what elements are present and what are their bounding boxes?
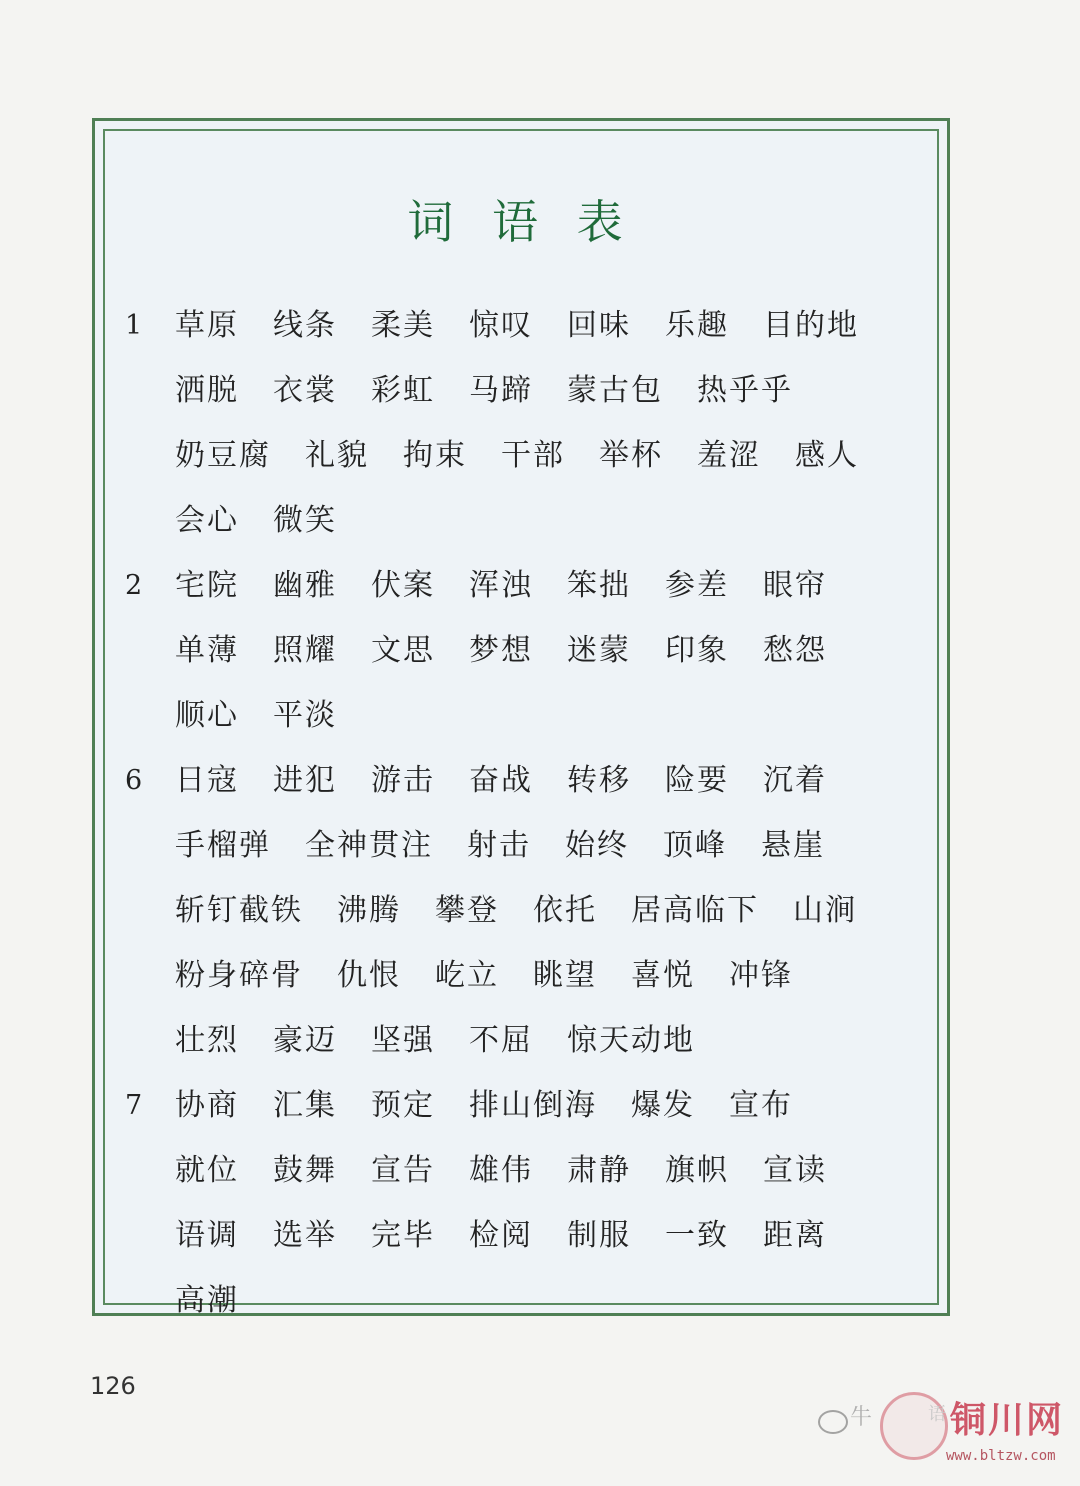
- vocab-word: 高潮: [175, 1283, 239, 1318]
- watermark: [818, 1392, 1070, 1472]
- page-number: 126: [90, 1372, 136, 1400]
- vocab-word: 爆发: [631, 1088, 695, 1123]
- vocab-word: 平淡: [273, 698, 337, 733]
- vocab-word: 乐趣: [665, 308, 729, 343]
- vocab-word: 彩虹: [371, 373, 435, 408]
- vocab-word: 肃静: [567, 1153, 631, 1188]
- vocab-word: 宣告: [371, 1153, 435, 1188]
- chat-bubble-icon: [818, 1410, 848, 1434]
- vocab-word: 会心: [175, 503, 239, 538]
- word-list: [175, 293, 915, 553]
- vocab-word: 沉着: [763, 763, 827, 798]
- vocab-word: 协商: [175, 1088, 239, 1123]
- vocab-word: 顺心: [175, 698, 239, 733]
- vocab-word: 日寇: [175, 763, 239, 798]
- word-list: [175, 748, 915, 1073]
- vocab-word: 宅院: [175, 568, 239, 603]
- vocab-word: 顶峰: [663, 828, 727, 863]
- vocab-word: 坚强: [371, 1023, 435, 1058]
- vocab-word: 制服: [567, 1218, 631, 1253]
- vocab-word: 文思: [371, 633, 435, 668]
- vocab-word: 一致: [665, 1218, 729, 1253]
- vocab-word: 蒙古包: [567, 373, 663, 408]
- unit-7: [123, 1073, 923, 1333]
- vocab-word: 衣裳: [273, 373, 337, 408]
- page-title: 词 语 表: [407, 195, 635, 249]
- vocab-word: 眺望: [533, 958, 597, 993]
- vocab-word: 完毕: [371, 1218, 435, 1253]
- vocab-word: 洒脱: [175, 373, 239, 408]
- vocab-word: 喜悦: [631, 958, 695, 993]
- vocab-word: 羞涩: [697, 438, 761, 473]
- vocab-word: 旗帜: [665, 1153, 729, 1188]
- vocab-word: 草原: [175, 308, 239, 343]
- vocab-word: 射击: [467, 828, 531, 863]
- vocab-word: 就位: [175, 1153, 239, 1188]
- vocab-word: 预定: [371, 1088, 435, 1123]
- vocab-word: 豪迈: [273, 1023, 337, 1058]
- vocab-word: 全神贯注: [305, 828, 433, 863]
- vocab-word: 礼貌: [305, 438, 369, 473]
- vocab-word: 宣布: [729, 1088, 793, 1123]
- vocab-word: 屹立: [435, 958, 499, 993]
- units-list: [123, 293, 923, 1333]
- vocab-word: 宣读: [763, 1153, 827, 1188]
- vocab-word: 山涧: [793, 893, 857, 928]
- watermark-text-2: 语: [928, 1404, 946, 1425]
- vocab-word: 拘束: [403, 438, 467, 473]
- vocab-word: 距离: [763, 1218, 827, 1253]
- vocab-word: 回味: [567, 308, 631, 343]
- vocab-word: 印象: [665, 633, 729, 668]
- vocab-word: 柔美: [371, 308, 435, 343]
- vocabulary-frame: [92, 118, 950, 1316]
- vocab-word: 语调: [175, 1218, 239, 1253]
- vocab-word: 雄伟: [469, 1153, 533, 1188]
- vocab-word: 感人: [795, 438, 859, 473]
- vocab-word: 沸腾: [337, 893, 401, 928]
- vocab-word: 举杯: [599, 438, 663, 473]
- vocab-word: 梦想: [469, 633, 533, 668]
- unit-6: [123, 748, 923, 1073]
- vocab-word: 检阅: [469, 1218, 533, 1253]
- vocab-word: 汇集: [273, 1088, 337, 1123]
- vocab-word: 游击: [371, 763, 435, 798]
- vocab-word: 干部: [501, 438, 565, 473]
- vocab-word: 微笑: [273, 503, 337, 538]
- vocab-word: 惊天动地: [567, 1023, 695, 1058]
- watermark-url: www.bltzw.com: [946, 1448, 1056, 1464]
- vocab-word: 斩钉截铁: [175, 893, 303, 928]
- vocab-word: 鼓舞: [273, 1153, 337, 1188]
- word-list: [175, 553, 915, 748]
- vocab-word: 险要: [665, 763, 729, 798]
- vocab-word: 依托: [533, 893, 597, 928]
- vocab-word: 线条: [273, 308, 337, 343]
- vocab-word: 伏案: [371, 568, 435, 603]
- unit-number: 1: [125, 310, 143, 341]
- vocab-word: 粉身碎骨: [175, 958, 303, 993]
- vocab-word: 选举: [273, 1218, 337, 1253]
- vocab-word: 转移: [567, 763, 631, 798]
- vocab-word: 照耀: [273, 633, 337, 668]
- vocab-word: 手榴弹: [175, 828, 271, 863]
- vocab-word: 仇恨: [337, 958, 401, 993]
- vocab-word: 愁怨: [763, 633, 827, 668]
- unit-number: 6: [125, 765, 143, 796]
- vocab-word: 进犯: [273, 763, 337, 798]
- watermark-site-name: 铜川网: [950, 1400, 1065, 1441]
- vocab-word: 始终: [565, 828, 629, 863]
- vocab-word: 奋战: [469, 763, 533, 798]
- vocab-word: 笨拙: [567, 568, 631, 603]
- vocab-word: 排山倒海: [469, 1088, 597, 1123]
- vocab-word: 热乎乎: [697, 373, 793, 408]
- vocab-word: 攀登: [435, 893, 499, 928]
- vocab-word: 浑浊: [469, 568, 533, 603]
- unit-number: 7: [125, 1090, 143, 1121]
- unit-1: [123, 293, 923, 553]
- vocab-word: 眼帘: [763, 568, 827, 603]
- watermark-text-1: 牛: [850, 1405, 873, 1430]
- vocab-word: 不屈: [469, 1023, 533, 1058]
- vocab-word: 壮烈: [175, 1023, 239, 1058]
- vocab-word: 参差: [665, 568, 729, 603]
- word-list: [175, 1073, 915, 1333]
- vocab-word: 居高临下: [631, 893, 759, 928]
- vocab-word: 幽雅: [273, 568, 337, 603]
- vocab-word: 奶豆腐: [175, 438, 271, 473]
- vocab-word: 马蹄: [469, 373, 533, 408]
- vocab-word: 迷蒙: [567, 633, 631, 668]
- vocab-word: 冲锋: [729, 958, 793, 993]
- vocab-word: 悬崖: [761, 828, 825, 863]
- unit-2: [123, 553, 923, 748]
- unit-number: 2: [125, 570, 143, 601]
- vocab-word: 单薄: [175, 633, 239, 668]
- vocab-word: 目的地: [763, 308, 859, 343]
- vocab-word: 惊叹: [469, 308, 533, 343]
